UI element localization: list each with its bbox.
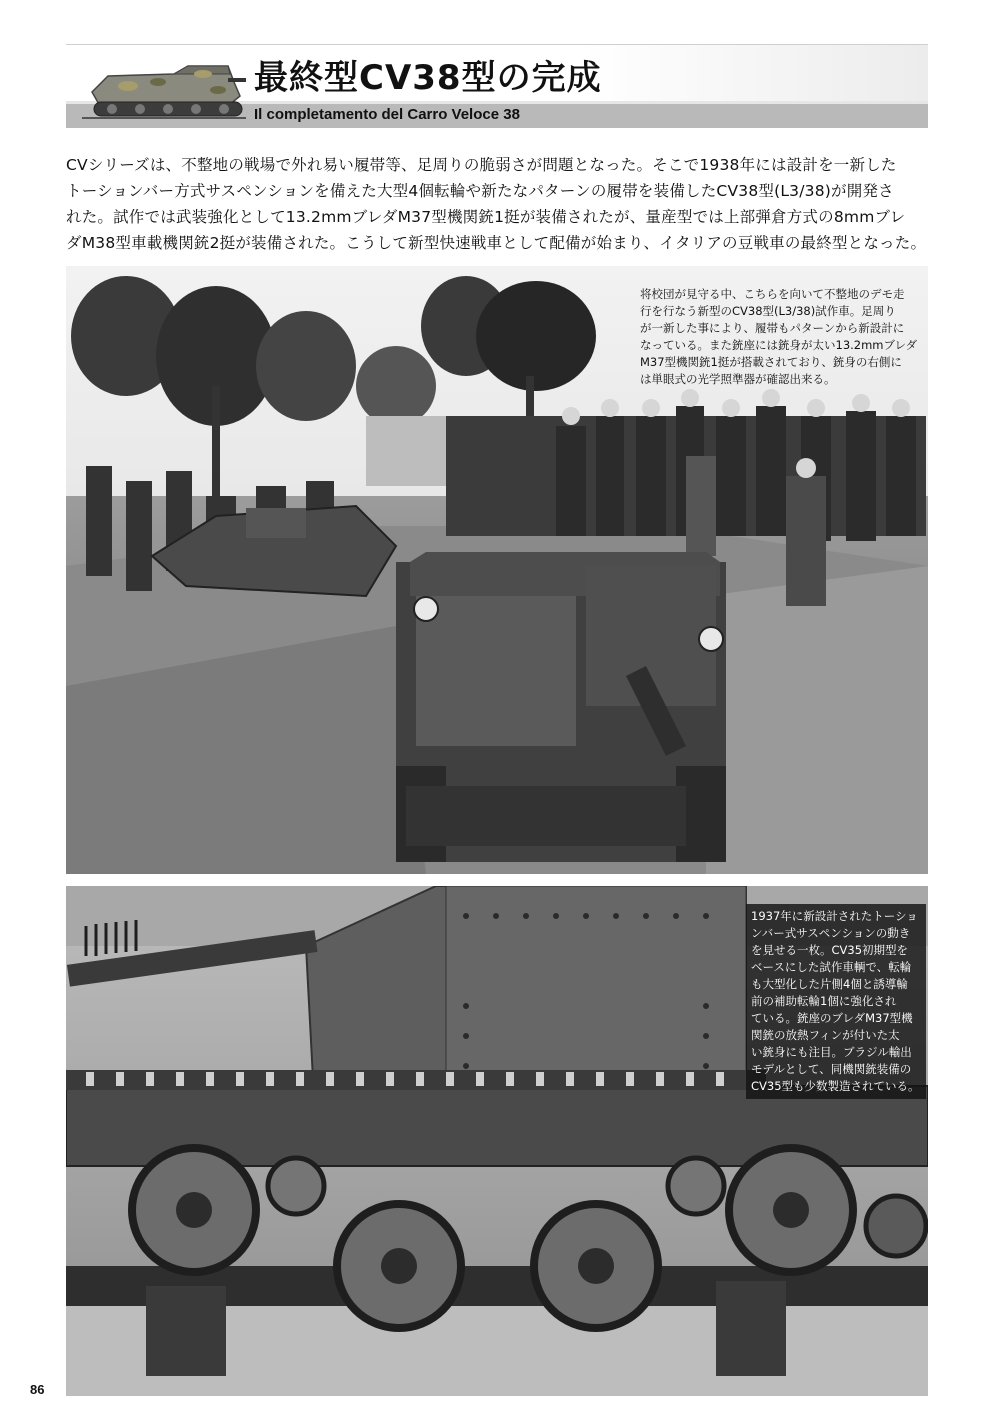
page-title: 最終型CV38型の完成 bbox=[254, 58, 602, 98]
caption-line: 将校団が見守る中、こちらを向いて不整地のデモ走 bbox=[640, 287, 905, 301]
page-subtitle: Il completamento del Carro Veloce 38 bbox=[254, 106, 520, 123]
caption-line: 関銃の放熱フィンが付いた太 bbox=[751, 1028, 900, 1042]
caption-line: 前の補助転輪1個に強化され bbox=[751, 994, 897, 1008]
page-number: 86 bbox=[30, 1382, 45, 1397]
intro-paragraph bbox=[66, 152, 930, 256]
chapter-header bbox=[66, 44, 928, 128]
paragraph-line: CVシリーズは、不整地の戦場で外れ易い履帯等、足周りの脆弱さが問題となった。そこで1938年には設計を一新した bbox=[66, 156, 897, 174]
caption-line: い銃身にも注目。ブラジル輸出 bbox=[751, 1045, 912, 1059]
caption-line: ベースにした試作車輌で、転輪 bbox=[751, 960, 912, 974]
paragraph-line: トーションバー方式サスペンションを備えた大型4個転輪や新たなパターンの履帯を装備したCV38型(L3/38)が開発さ bbox=[66, 182, 894, 200]
caption-line: ンバー式サスペンションの動き bbox=[751, 926, 911, 940]
caption-line: モデルとして、同機関銃装備の bbox=[751, 1062, 912, 1076]
caption-line: 行を行なう新型のCV38型(L3/38)試作車。足周り bbox=[640, 304, 896, 318]
photo1-caption bbox=[640, 286, 920, 388]
caption-line: CV35型も少数製造されている。 bbox=[751, 1079, 920, 1093]
paragraph-line: ダM38型車載機関銃2挺が装備された。こうして新型快速戦車として配備が始まり、イタリアの豆戦車の最終型となった。 bbox=[66, 234, 927, 252]
caption-line: M37型機関銃1挺が搭載されており、銃身の右側に bbox=[640, 355, 902, 369]
caption-line: は単眼式の光学照準器が確認出来る。 bbox=[640, 372, 836, 386]
caption-line: ている。銃座のブレダM37型機 bbox=[751, 1011, 913, 1025]
caption-line: も大型化した片側4個と誘導輪 bbox=[751, 977, 908, 991]
caption-line: が一新した事により、履帯もパターンから新設計に bbox=[640, 321, 905, 335]
tank-illustration-icon bbox=[78, 52, 248, 122]
caption-line: 1937年に新設計されたトーショ bbox=[751, 909, 918, 923]
photo2-caption bbox=[746, 904, 926, 1099]
paragraph-line: れた。試作では武装強化として13.2mmブレダM37型機関銃1挺が装備されたが、量産型では上部弾倉方式の8mmブレ bbox=[66, 208, 906, 226]
caption-line: を見せる一枚。CV35初期型を bbox=[751, 943, 909, 957]
caption-line: なっている。また銃座には銃身が太い13.2mmブレダ bbox=[640, 338, 918, 352]
